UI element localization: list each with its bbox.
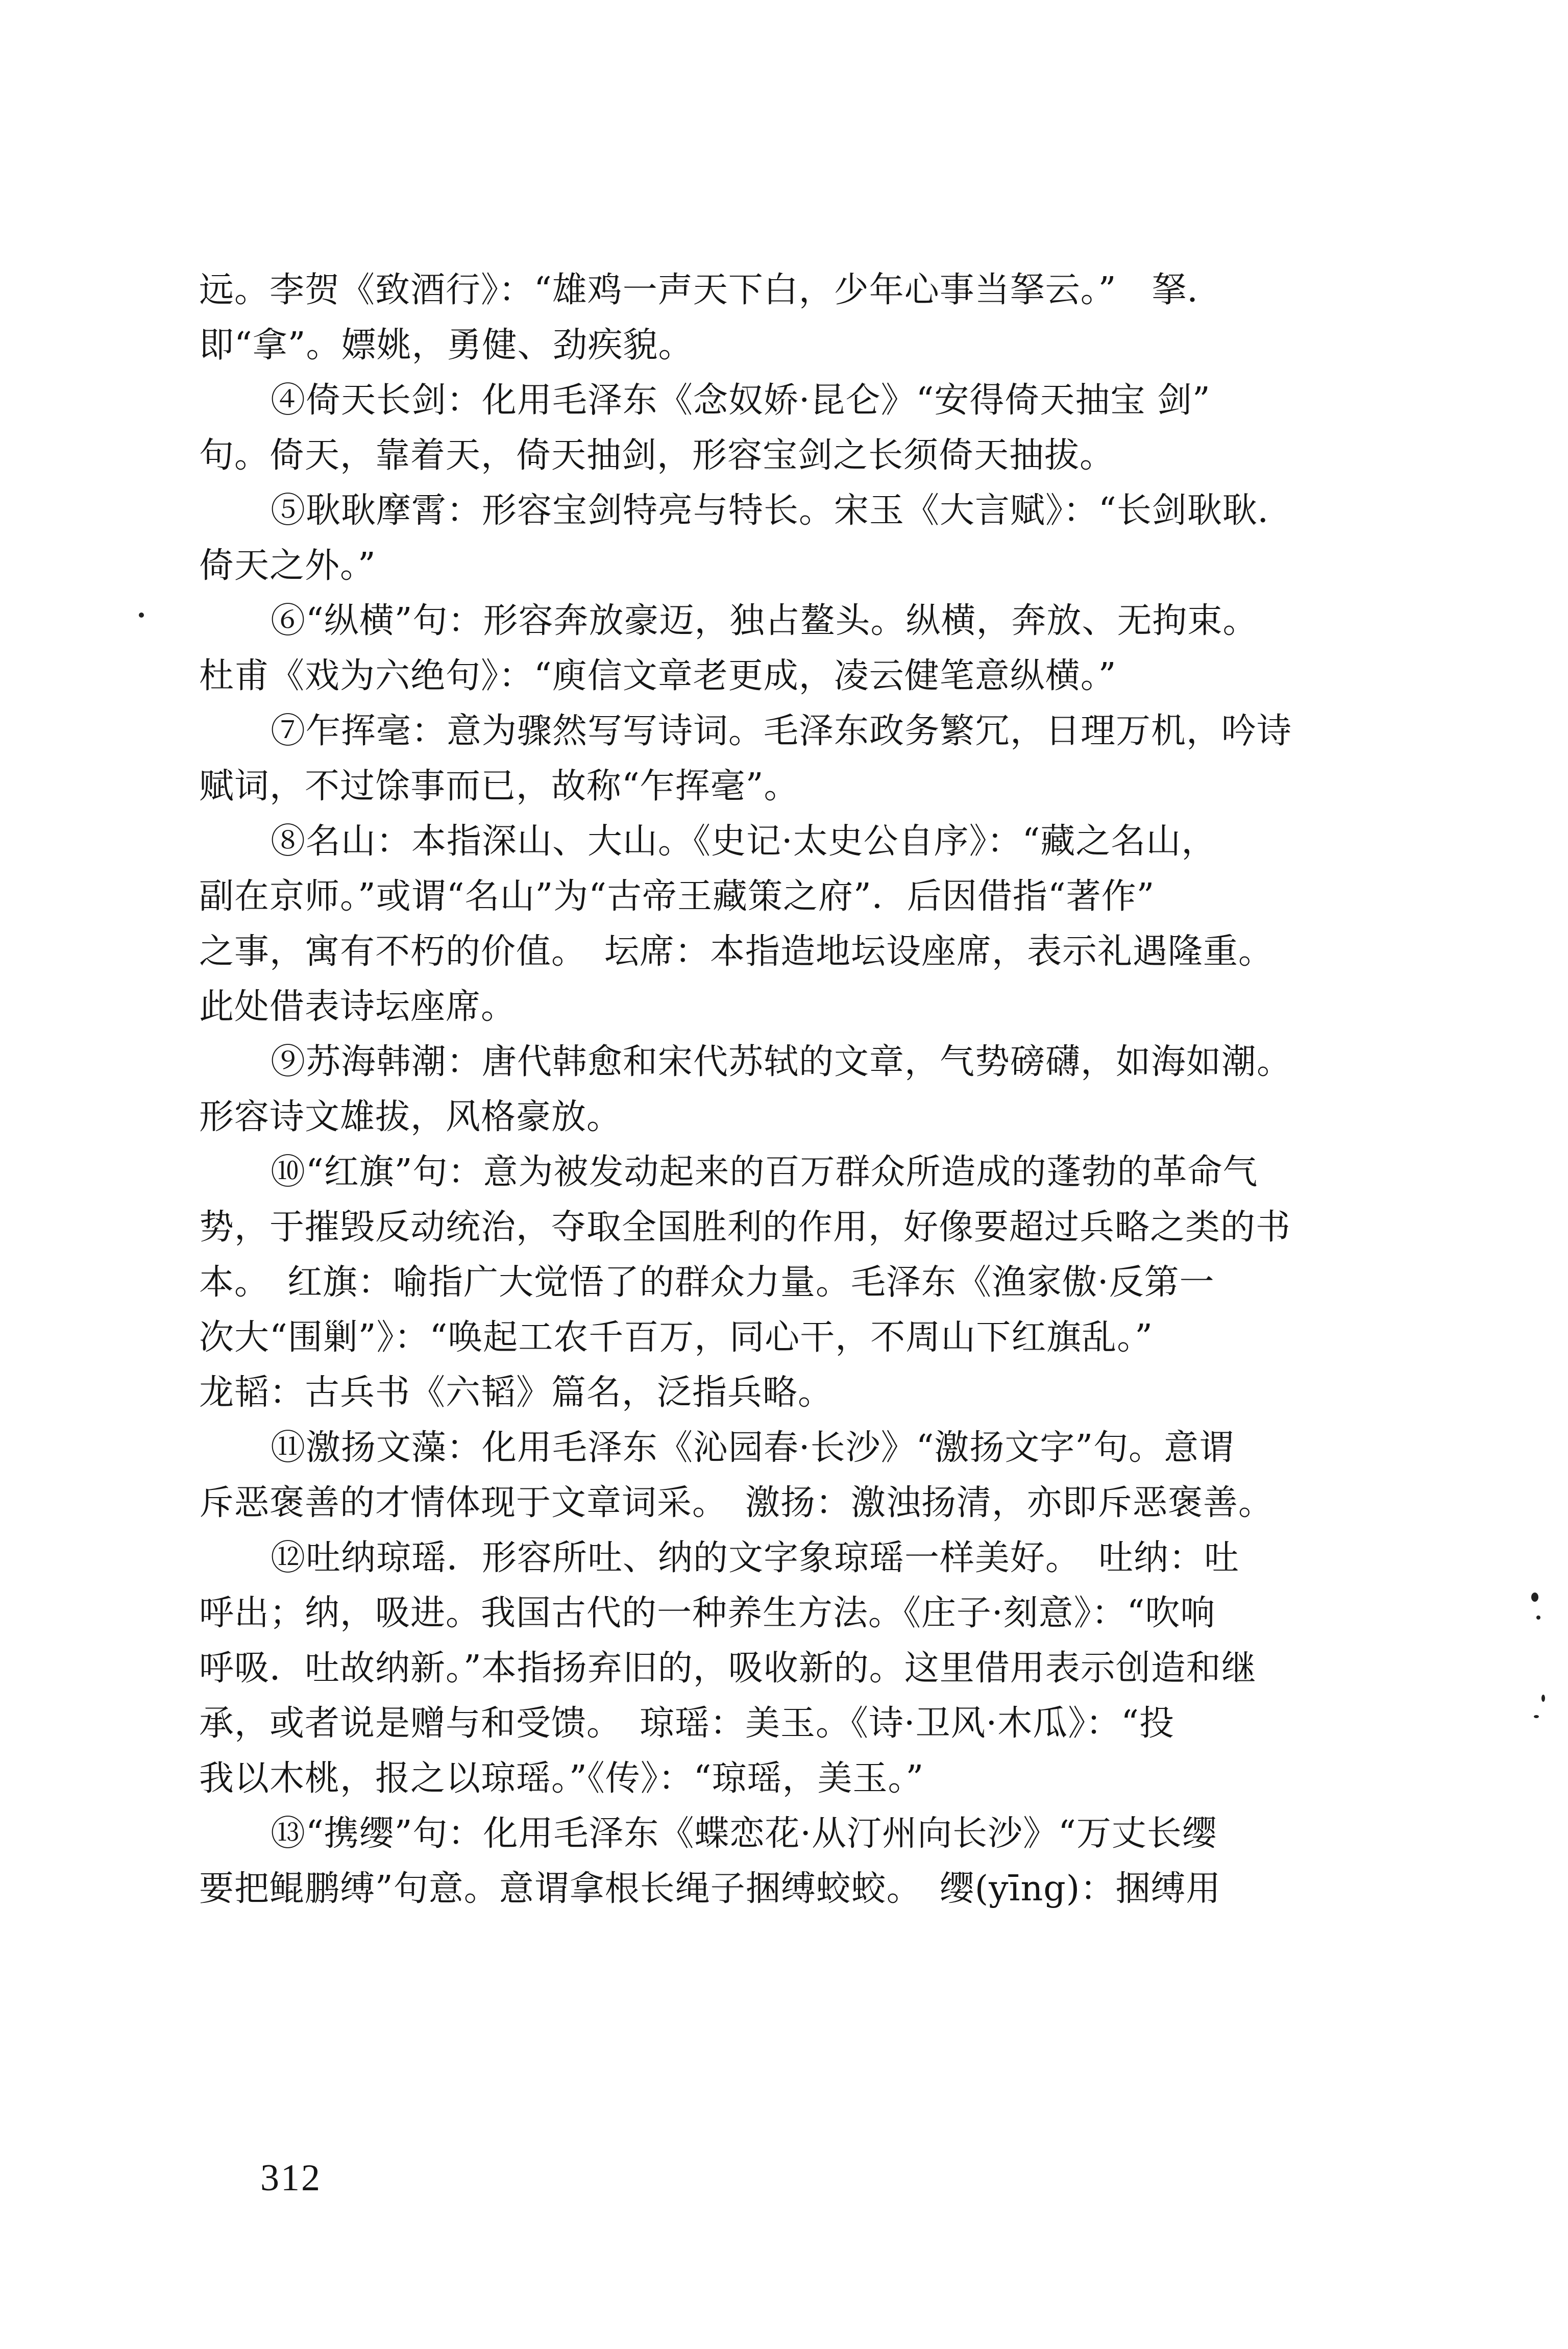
text-line: 远。李贺《致酒行》：“雄鸡一声天下白，少年心事当拏云。” 拏．	[199, 270, 1222, 310]
text-line: 我以木桃，报之以琼瑶。”《传》：“琼瑶，美玉。”	[199, 1758, 924, 1799]
text-line: 呼出；纳，吸进。我国古代的一种养生方法。《庄子·刻意》：“吹响	[199, 1593, 1216, 1633]
text-line: 呼吸．吐故纳新。”本指扬弃旧的，吸收新的。这里借用表示创造和继	[199, 1648, 1257, 1689]
text-line: 形容诗文雄拔，风格豪放。	[199, 1097, 622, 1137]
text-line: 此处借表诗坛座席。	[199, 987, 517, 1027]
text-line: 杜甫《戏为六绝句》：“庾信文章老更成，凌云健笔意纵横。”	[199, 656, 1117, 696]
note-12: ⑫吐纳琼瑶．形容所吐、纳的文字象琼瑶一样美好。 吐纳：吐	[271, 1538, 1240, 1578]
text-line: 次大“围剿”》：“唤起工农千百万，同心干，不周山下红旗乱。”	[199, 1317, 1154, 1358]
scan-speck	[1534, 1715, 1539, 1718]
text-line: 赋词，不过馀事而已，故称“乍挥毫”。	[199, 766, 799, 806]
note-10: ⑩“红旗”句：意为被发动起来的百万群众所造成的蓬勃的革命气	[271, 1152, 1258, 1192]
note-4: ④倚天长剑：化用毛泽东《念奴娇·昆仑》“安得倚天抽宝 剑”	[271, 380, 1211, 421]
text-line: 副在京师。”或谓“名山”为“古帝王藏策之府”．后因借指“著作”	[199, 876, 1155, 917]
text-line: 龙韬：古兵书《六韬》篇名，泛指兵略。	[199, 1373, 834, 1413]
text-line: 即“拿”。嫖姚，勇健、劲疾貌。	[199, 325, 694, 365]
scan-speck	[1531, 1593, 1538, 1602]
note-6: ⑥“纵横”句：形容奔放豪迈，独占鳌头。纵横，奔放、无拘束。	[271, 601, 1258, 641]
text-line: 势，于摧毁反动统治，夺取全国胜利的作用，好像要超过兵略之类的书	[199, 1207, 1291, 1247]
note-9: ⑨苏海韩潮：唐代韩愈和宋代苏轼的文章，气势磅礴，如海如潮。	[271, 1042, 1292, 1082]
scan-speck	[139, 613, 144, 618]
text-line: 之事，寓有不朽的价值。 坛席：本指造地坛设座席，表示礼遇隆重。	[199, 932, 1274, 972]
scan-speck	[1536, 1616, 1540, 1620]
note-5: ⑤耿耿摩霄：形容宝剑特亮与特长。宋玉《大言赋》：“长剑耿耿．	[271, 491, 1293, 531]
text-line: 承，或者说是赠与和受馈。 琼瑶：美玉。《诗·卫风·木瓜》：“投	[199, 1703, 1174, 1744]
text-line: 句。倚天，靠着天，倚天抽剑，形容宝剑之长须倚天抽拔。	[199, 435, 1115, 476]
scan-speck	[1541, 1695, 1545, 1702]
text-line: 斥恶褒善的才情体现于文章词采。 激扬：激浊扬清，亦即斥恶褒善。	[199, 1483, 1274, 1523]
text-line: 倚天之外。”	[199, 546, 376, 586]
text-line: 本。 红旗：喻指广大觉悟了的群众力量。毛泽东《渔家傲·反第一	[199, 1262, 1215, 1303]
note-7: ⑦乍挥毫：意为骤然写写诗词。毛泽东政务繁冗，日理万机，吟诗	[271, 711, 1292, 751]
note-13: ⑬“携缨”句：化用毛泽东《蝶恋花·从汀州向长沙》“万丈长缨	[271, 1814, 1217, 1854]
note-11: ⑪激扬文藻：化用毛泽东《沁园春·长沙》“激扬文字”句。意谓	[271, 1428, 1235, 1468]
body-text	[199, 263, 1373, 1917]
text-line: 要把鲲鹏缚”句意。意谓拿根长绳子捆缚蛟蛟。 缨(yīng)：捆缚用	[199, 1869, 1221, 1909]
note-8: ⑧名山：本指深山、大山。《史记·太史公自序》：“藏之名山，	[271, 821, 1217, 862]
page-number: 312	[260, 2157, 322, 2199]
